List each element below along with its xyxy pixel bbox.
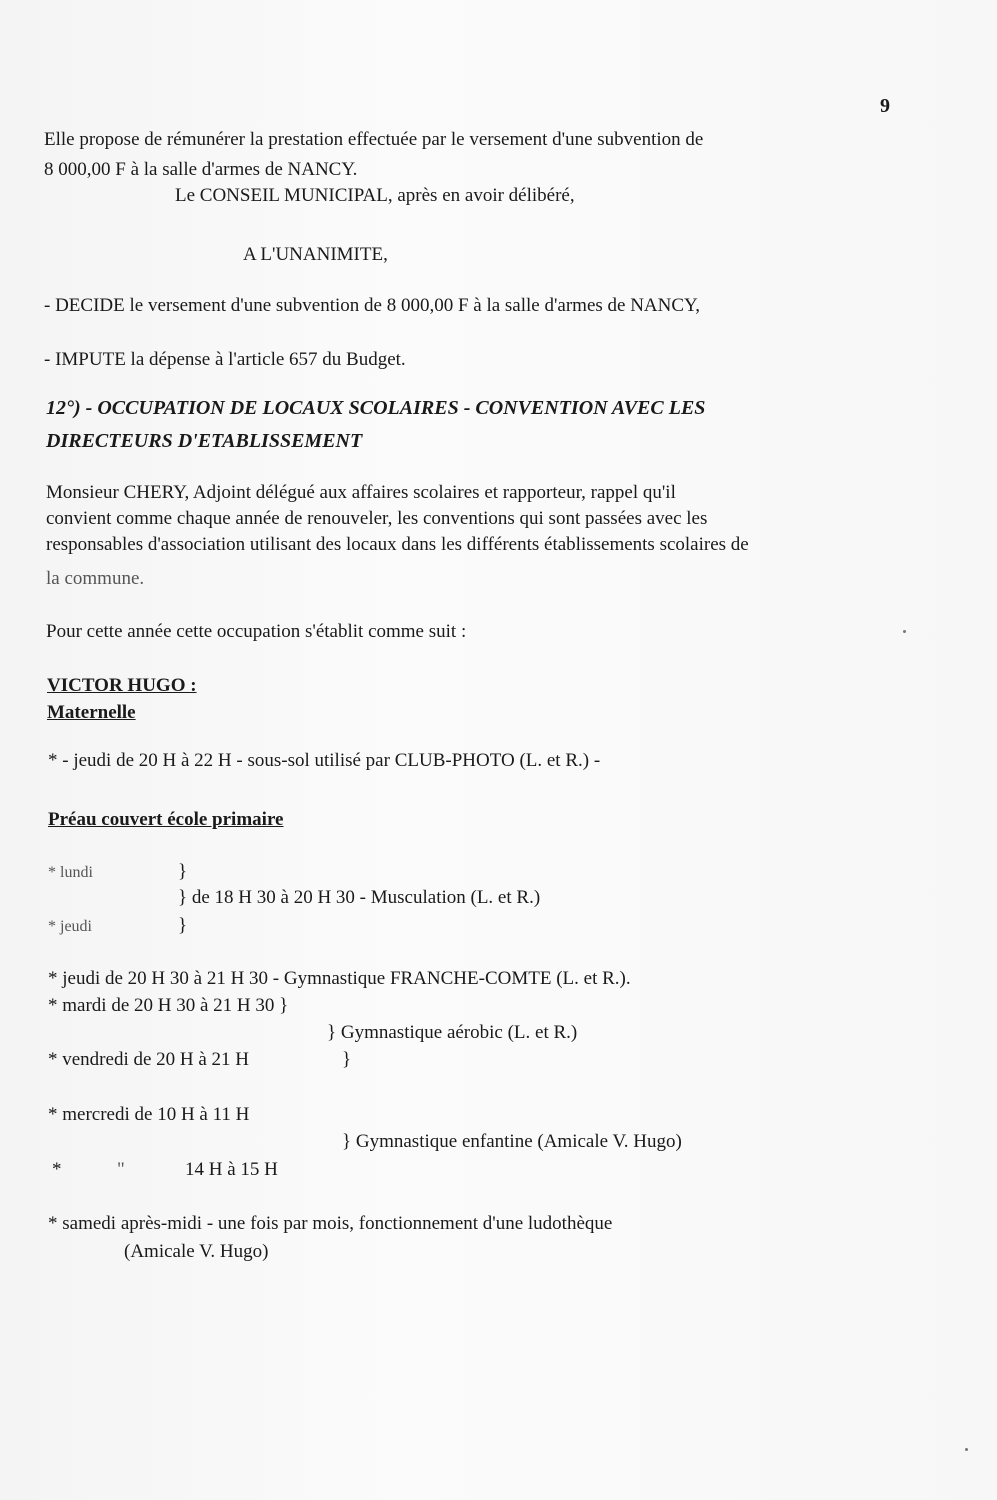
- vote-result: A L'UNANIMITE,: [243, 244, 388, 265]
- enfantine-line-1: * mercredi de 10 H à 11 H: [48, 1104, 250, 1125]
- ludotheque-line-1: * samedi après-midi - une fois par mois, fonctionnement d'une ludothèque: [48, 1213, 613, 1234]
- aerobic-line-1: * mardi de 20 H 30 à 21 H 30 }: [48, 995, 289, 1016]
- musculation-detail: } de 18 H 30 à 20 H 30 - Musculation (L. et R.): [178, 887, 541, 908]
- enfantine-time-2: 14 H à 15 H: [185, 1159, 278, 1180]
- brace: }: [342, 1049, 352, 1070]
- speck: [965, 1448, 968, 1451]
- speck: [903, 630, 906, 633]
- school-name: VICTOR HUGO :: [47, 675, 197, 696]
- paragraph-line: responsables d'association utilisant des locaux dans les différents établissements scolaires de: [46, 534, 749, 555]
- maternelle-entry: * - jeudi de 20 H à 22 H - sous-sol utilisé par CLUB-PHOTO (L. et R.) -: [48, 750, 601, 771]
- schedule-day: * jeudi: [48, 918, 92, 935]
- page-number: 9: [880, 95, 890, 117]
- maternelle-label: Maternelle: [47, 702, 136, 723]
- paragraph-line: la commune.: [46, 568, 145, 589]
- ditto-mark: ": [117, 1159, 125, 1180]
- brace: }: [178, 861, 188, 882]
- council-deliberation: Le CONSEIL MUNICIPAL, après en avoir délibéré,: [175, 185, 575, 206]
- section-title-line-2: DIRECTEURS D'ETABLISSEMENT: [46, 430, 363, 452]
- preau-label: Préau couvert école primaire: [48, 809, 284, 830]
- franche-comte-entry: * jeudi de 20 H 30 à 21 H 30 - Gymnastique FRANCHE-COMTE (L. et R.).: [48, 968, 631, 989]
- schedule-intro: Pour cette année cette occupation s'établit comme suit :: [46, 621, 467, 642]
- bullet: *: [52, 1159, 62, 1180]
- ludotheque-line-2: (Amicale V. Hugo): [124, 1241, 269, 1262]
- aerobic-detail: } Gymnastique aérobic (L. et R.): [327, 1022, 578, 1043]
- schedule-day: * lundi: [48, 864, 93, 881]
- intro-line-2: 8 000,00 F à la salle d'armes de NANCY.: [44, 159, 358, 180]
- section-title-line-1: 12°) - OCCUPATION DE LOCAUX SCOLAIRES - CONVENTION AVEC LES: [46, 397, 706, 419]
- brace: }: [178, 915, 188, 936]
- paragraph-line: Monsieur CHERY, Adjoint délégué aux affaires scolaires et rapporteur, rappel qu'il: [46, 482, 676, 503]
- decision-item: - DECIDE le versement d'une subvention de 8 000,00 F à la salle d'armes de NANCY,: [44, 295, 701, 316]
- intro-line-1: Elle propose de rémunérer la prestation effectuée par le versement d'une subvention de: [44, 129, 704, 150]
- aerobic-line-2: * vendredi de 20 H à 21 H: [48, 1049, 250, 1070]
- decision-item: - IMPUTE la dépense à l'article 657 du Budget.: [44, 349, 406, 370]
- enfantine-detail: } Gymnastique enfantine (Amicale V. Hugo): [342, 1131, 682, 1152]
- paragraph-line: convient comme chaque année de renouveler, les conventions qui sont passées avec les: [46, 508, 708, 529]
